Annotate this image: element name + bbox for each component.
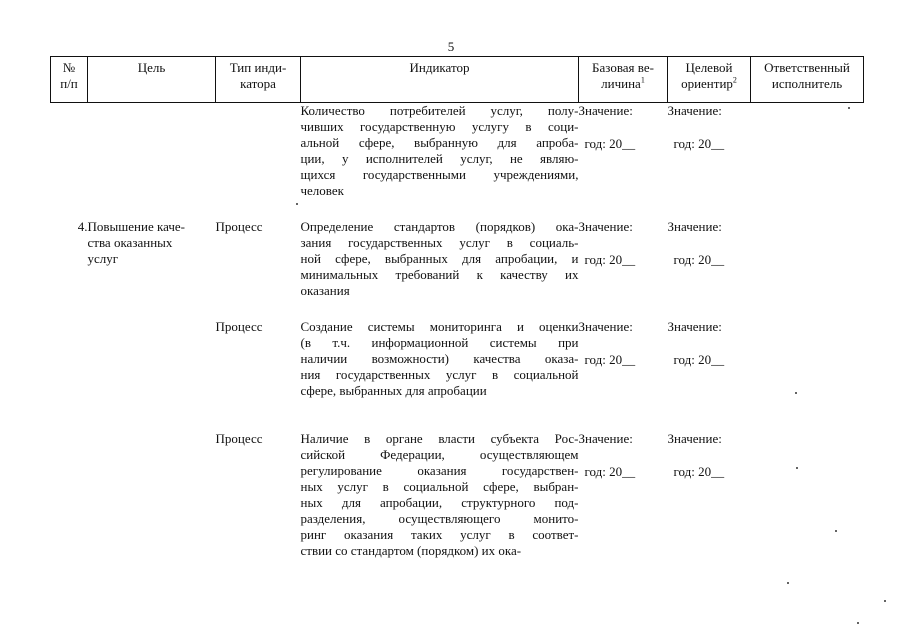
- indicator-line: альной сфере, выбранную для апроба-: [300, 135, 579, 150]
- row-goal: [88, 103, 216, 219]
- row-goal: [88, 431, 216, 581]
- base-year-label: год: 20__: [584, 251, 636, 267]
- row-responsible: [751, 319, 864, 431]
- header-responsible: Ответственный исполнитель: [751, 57, 864, 103]
- page-number: 5: [447, 39, 455, 54]
- indicator-line: ции, у исполнителей услуг, не являю-: [300, 151, 579, 166]
- indicator-line: зания государственных услуг в социаль-: [300, 234, 579, 250]
- indicator-line: минимальных требований к качеству их: [300, 266, 579, 282]
- target-value-label: Значение:: [667, 218, 722, 234]
- row-number: [51, 319, 88, 431]
- row-indicator: [301, 103, 579, 219]
- target-year-label: год: 20__: [673, 136, 725, 151]
- table-header-row: [51, 57, 864, 103]
- row-indicator-type: [216, 103, 301, 219]
- scan-speck: [296, 203, 298, 205]
- header-indicator: Индикатор: [301, 57, 579, 103]
- indicator-line: Создание системы мониторинга и оценки: [300, 318, 579, 334]
- scan-speck: [884, 600, 886, 602]
- row-target-value: [668, 103, 751, 219]
- row-indicator-type: Процесс: [215, 218, 263, 234]
- indicator-line: (в т.ч. информационной системы при: [300, 334, 579, 350]
- row-responsible: [751, 103, 864, 219]
- scan-speck: [787, 582, 789, 584]
- indicator-line: щихся государственными учреждениями,: [300, 167, 579, 182]
- indicator-table: [50, 56, 864, 581]
- table-row: [51, 219, 864, 319]
- row-target-value: [668, 219, 751, 319]
- target-value-label: Значение:: [667, 318, 722, 334]
- row-indicator: [301, 219, 579, 319]
- target-year-label: год: 20__: [673, 463, 725, 479]
- target-year-label: год: 20__: [673, 251, 725, 267]
- row-responsible: [751, 431, 864, 581]
- base-value-label: Значение:: [578, 318, 633, 334]
- indicator-line: Количество потребителей услуг, полу-: [300, 103, 579, 118]
- base-value-label: Значение:: [578, 430, 633, 446]
- indicator-line: ринг оказания таких услуг в соответ-: [300, 526, 579, 542]
- target-year-label: год: 20__: [673, 351, 725, 367]
- row-number: 4.: [77, 218, 88, 234]
- base-value-label: Значение:: [578, 103, 633, 118]
- scan-speck: [796, 467, 798, 469]
- indicator-line: ния государственных услуг в социальной: [300, 366, 579, 382]
- target-value-label: Значение:: [667, 103, 722, 118]
- row-base-value: [579, 319, 668, 431]
- goal-line: услуг: [87, 250, 119, 266]
- base-year-label: год: 20__: [584, 136, 636, 151]
- footnote-2: 2: [732, 75, 737, 85]
- indicator-line: Наличие в органе власти субъекта Рос-: [300, 430, 579, 446]
- row-goal: [88, 219, 216, 319]
- row-base-value: [579, 219, 668, 319]
- row-indicator-type: Процесс: [215, 430, 263, 446]
- table-row: [51, 319, 864, 431]
- row-base-value: [579, 431, 668, 581]
- table-row: [51, 431, 864, 581]
- goal-line: Повышение каче-: [87, 218, 185, 234]
- indicator-line: человек: [300, 183, 344, 198]
- header-number: № п/п: [51, 57, 88, 103]
- row-number: [51, 431, 88, 581]
- goal-line: ства оказанных: [87, 234, 173, 250]
- table-row: [51, 103, 864, 219]
- scan-speck: [795, 392, 797, 394]
- row-target-value: [668, 431, 751, 581]
- indicator-line: Определение стандартов (порядков) ока-: [300, 218, 579, 234]
- indicator-line: ных для апробации, структурного под-: [300, 494, 579, 510]
- scan-speck: [857, 622, 859, 624]
- scan-speck: [848, 107, 850, 109]
- indicator-line: ных услуг в социальной сфере, выбран-: [300, 478, 579, 494]
- base-year-label: год: 20__: [584, 351, 636, 367]
- indicator-line: оказания: [300, 282, 350, 298]
- row-responsible: [751, 219, 864, 319]
- base-year-label: год: 20__: [584, 463, 636, 479]
- row-goal: [88, 319, 216, 431]
- indicator-line: чивших государственную услугу в соци-: [300, 119, 579, 134]
- row-number: [51, 103, 88, 219]
- row-indicator-type: Процесс: [215, 318, 263, 334]
- row-indicator: [301, 319, 579, 431]
- header-base-value: Базовая ве- личина$^1$: [579, 57, 668, 103]
- row-indicator: [301, 431, 579, 581]
- indicator-line: регулирование оказания государствен-: [300, 462, 579, 478]
- indicator-line: ной сфере, выбранных для апробации, и: [300, 250, 579, 266]
- indicator-line: сийской Федерации, осуществляющем: [300, 446, 579, 462]
- table-body: [51, 103, 864, 581]
- row-target-value: [668, 319, 751, 431]
- indicator-line: наличии возможности) качества оказа-: [300, 350, 579, 366]
- target-value-label: Значение:: [667, 430, 722, 446]
- header-indicator-type: Тип инди- катора: [216, 57, 301, 103]
- base-value-label: Значение:: [578, 218, 633, 234]
- indicator-line: ствии со стандартом (порядком) их ока-: [300, 542, 522, 558]
- scan-speck: [835, 530, 837, 532]
- footnote-1: 1: [640, 75, 645, 85]
- indicator-line: сфере, выбранных для апробации: [300, 382, 487, 398]
- row-base-value: [579, 103, 668, 219]
- indicator-line: разделения, осуществляющего монито-: [300, 510, 579, 526]
- header-goal: Цель: [88, 57, 216, 103]
- header-target: Целевой ориентир$^2$: [668, 57, 751, 103]
